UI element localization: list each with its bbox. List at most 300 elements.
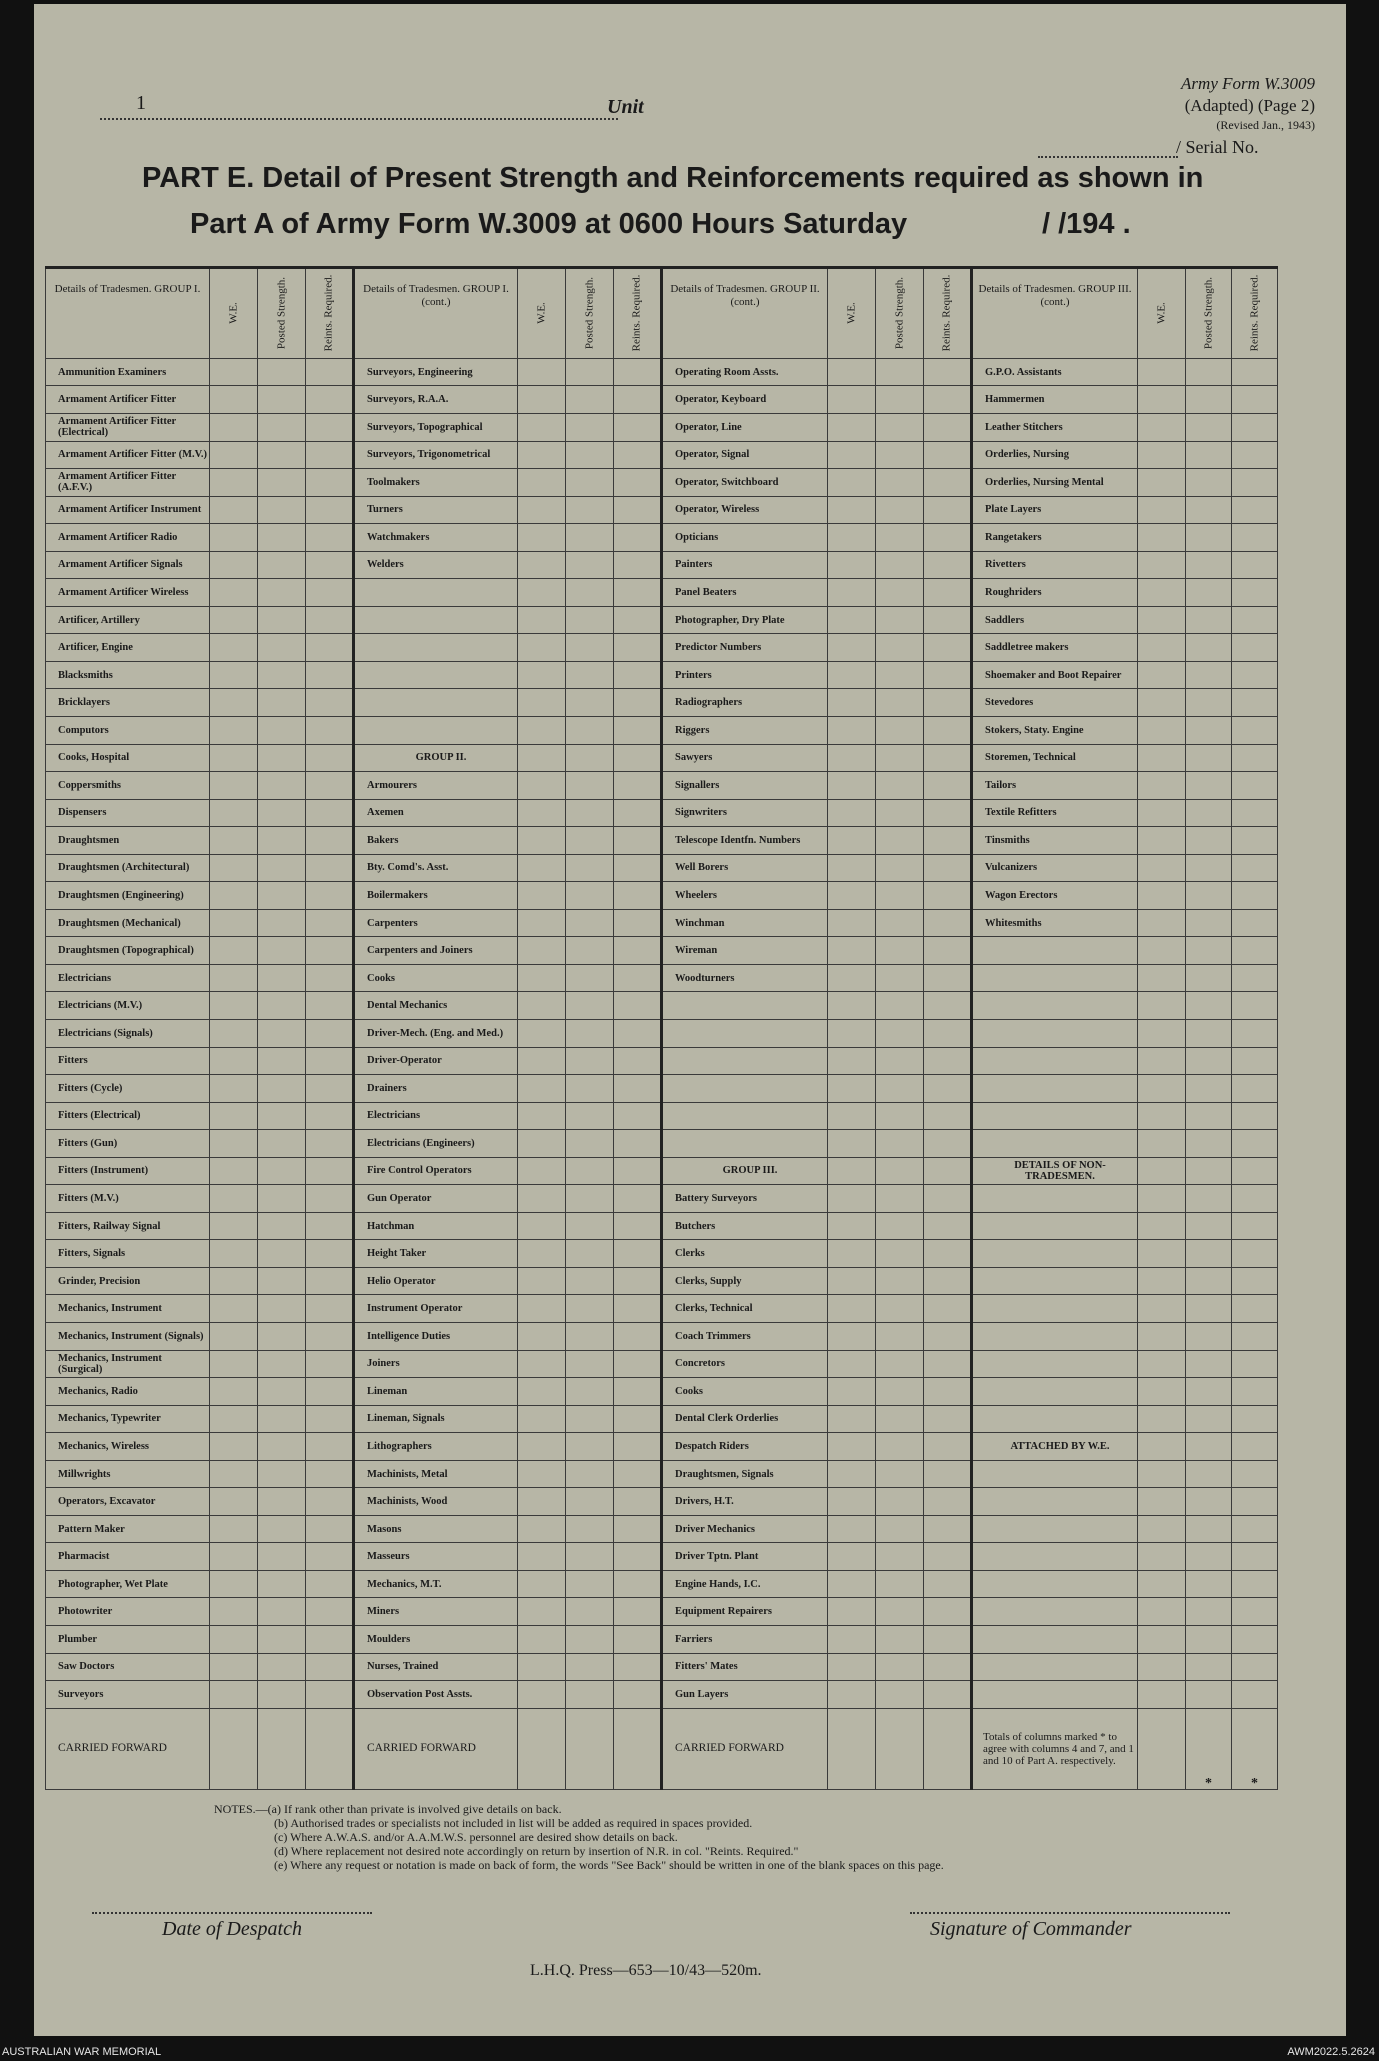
entry-cell[interactable] [924,772,972,800]
entry-cell[interactable] [1232,524,1278,552]
entry-cell[interactable] [566,606,614,634]
entry-cell[interactable] [306,909,354,937]
entry-cell[interactable] [1232,882,1278,910]
entry-cell[interactable] [614,1157,662,1185]
entry-cell[interactable] [828,1598,876,1626]
entry-cell[interactable] [1138,1653,1186,1681]
entry-cell[interactable] [1138,1295,1186,1323]
entry-cell[interactable] [614,1626,662,1654]
entry-cell[interactable] [1138,469,1186,497]
entry-cell[interactable] [258,827,306,855]
entry-cell[interactable] [518,634,566,662]
entry-cell[interactable] [258,992,306,1020]
entry-cell[interactable] [1138,1212,1186,1240]
entry-cell[interactable] [1186,689,1232,717]
entry-cell[interactable] [876,1570,924,1598]
entry-cell[interactable] [566,1240,614,1268]
entry-cell[interactable] [566,1295,614,1323]
entry-cell[interactable] [828,413,876,441]
entry-cell[interactable] [306,524,354,552]
entry-cell[interactable] [614,524,662,552]
entry-cell[interactable] [566,1570,614,1598]
entry-cell[interactable] [258,854,306,882]
entry-cell[interactable] [1232,744,1278,772]
entry-cell[interactable] [1232,358,1278,386]
entry-cell[interactable] [1186,1405,1232,1433]
entry-cell[interactable] [1232,1626,1278,1654]
entry-cell[interactable] [566,937,614,965]
entry-cell[interactable] [258,1102,306,1130]
entry-cell[interactable] [566,386,614,414]
entry-cell[interactable] [876,1185,924,1213]
entry-cell[interactable] [210,1708,258,1789]
entry-cell[interactable] [258,1047,306,1075]
entry-cell[interactable] [518,937,566,965]
entry-cell[interactable] [306,1075,354,1103]
entry-cell[interactable] [828,1323,876,1351]
entry-cell[interactable] [566,551,614,579]
entry-cell[interactable] [614,606,662,634]
entry-cell[interactable] [258,551,306,579]
entry-cell[interactable] [1186,1460,1232,1488]
entry-cell[interactable] [828,1653,876,1681]
entry-cell[interactable] [1186,909,1232,937]
entry-cell[interactable] [566,772,614,800]
entry-cell[interactable] [828,1405,876,1433]
entry-cell[interactable] [258,1267,306,1295]
entry-cell[interactable] [518,386,566,414]
entry-cell[interactable] [518,358,566,386]
entry-cell[interactable] [828,909,876,937]
entry-cell[interactable] [614,1212,662,1240]
entry-cell[interactable] [924,1543,972,1571]
entry-cell[interactable] [306,634,354,662]
entry-cell[interactable] [518,799,566,827]
entry-cell[interactable] [876,1212,924,1240]
entry-cell[interactable] [518,1350,566,1378]
entry-cell[interactable] [566,1543,614,1571]
entry-cell[interactable] [876,1019,924,1047]
entry-cell[interactable] [828,937,876,965]
entry-cell[interactable] [614,909,662,937]
entry-cell[interactable] [258,1240,306,1268]
entry-cell[interactable] [876,606,924,634]
entry-cell[interactable] [258,1130,306,1158]
entry-cell[interactable] [1138,1405,1186,1433]
entry-cell[interactable] [1138,716,1186,744]
entry-cell[interactable] [566,1681,614,1709]
entry-cell[interactable] [306,716,354,744]
entry-cell[interactable] [1186,1488,1232,1516]
entry-cell[interactable] [306,1102,354,1130]
entry-cell[interactable] [1138,1543,1186,1571]
entry-cell[interactable] [518,1185,566,1213]
entry-cell[interactable] [566,1019,614,1047]
entry-cell[interactable] [876,1047,924,1075]
entry-cell[interactable] [614,827,662,855]
entry-cell[interactable] [258,1157,306,1185]
entry-cell[interactable] [258,1378,306,1406]
entry-cell[interactable] [306,772,354,800]
entry-cell[interactable] [614,1019,662,1047]
entry-cell[interactable] [306,1515,354,1543]
entry-cell[interactable] [1232,1515,1278,1543]
entry-cell[interactable] [306,1543,354,1571]
entry-cell[interactable] [614,1047,662,1075]
entry-cell[interactable] [258,909,306,937]
entry-cell[interactable] [1232,661,1278,689]
entry-cell[interactable] [614,1653,662,1681]
entry-cell[interactable] [1138,1350,1186,1378]
entry-cell[interactable] [306,827,354,855]
entry-cell[interactable] [518,1378,566,1406]
entry-cell[interactable] [614,1681,662,1709]
entry-cell[interactable] [306,1681,354,1709]
entry-cell[interactable] [258,441,306,469]
entry-cell[interactable] [258,1570,306,1598]
entry-cell[interactable] [876,634,924,662]
entry-cell[interactable] [1186,1626,1232,1654]
entry-cell[interactable] [924,689,972,717]
entry-cell[interactable] [828,854,876,882]
entry-cell[interactable] [566,854,614,882]
entry-cell[interactable] [924,1488,972,1516]
entry-cell[interactable] [1138,441,1186,469]
entry-cell[interactable] [924,1323,972,1351]
entry-cell[interactable] [566,744,614,772]
entry-cell[interactable] [518,1212,566,1240]
entry-cell[interactable] [828,772,876,800]
entry-cell[interactable] [828,1708,876,1789]
entry-cell[interactable] [518,1708,566,1789]
entry-cell[interactable] [258,744,306,772]
entry-cell[interactable] [876,1102,924,1130]
entry-cell[interactable] [828,744,876,772]
entry-cell[interactable] [1186,1295,1232,1323]
entry-cell[interactable] [1186,1047,1232,1075]
entry-cell[interactable] [566,1323,614,1351]
entry-cell[interactable] [518,469,566,497]
entry-cell[interactable] [1138,1433,1186,1461]
entry-cell[interactable] [828,1240,876,1268]
entry-cell[interactable] [306,992,354,1020]
entry-cell[interactable] [210,606,258,634]
entry-cell[interactable] [518,1681,566,1709]
entry-cell[interactable] [518,579,566,607]
entry-cell[interactable] [1138,661,1186,689]
entry-cell[interactable] [258,1598,306,1626]
entry-cell[interactable] [1232,1267,1278,1295]
entry-cell[interactable] [1138,772,1186,800]
entry-cell[interactable] [210,909,258,937]
entry-cell[interactable] [210,1433,258,1461]
entry-cell[interactable] [258,1681,306,1709]
entry-cell[interactable] [828,358,876,386]
entry-cell[interactable] [1232,1570,1278,1598]
entry-cell[interactable] [1138,606,1186,634]
entry-cell[interactable] [1232,1653,1278,1681]
entry-cell[interactable] [924,1185,972,1213]
entry-cell[interactable] [518,964,566,992]
entry-cell[interactable] [1232,1405,1278,1433]
entry-cell[interactable] [566,1515,614,1543]
entry-cell[interactable] [566,1626,614,1654]
entry-cell[interactable] [210,1185,258,1213]
entry-cell[interactable] [614,1570,662,1598]
entry-cell[interactable] [924,1626,972,1654]
entry-cell[interactable] [924,1212,972,1240]
entry-cell[interactable] [924,1267,972,1295]
entry-cell[interactable] [614,413,662,441]
entry-cell[interactable] [306,1323,354,1351]
entry-cell[interactable] [876,992,924,1020]
entry-cell[interactable] [258,882,306,910]
entry-cell[interactable] [1138,1323,1186,1351]
entry-cell[interactable] [1186,524,1232,552]
entry-cell[interactable] [924,634,972,662]
entry-cell[interactable] [924,1405,972,1433]
entry-cell[interactable] [614,1240,662,1268]
entry-cell[interactable] [876,1157,924,1185]
entry-cell[interactable] [1232,772,1278,800]
entry-cell[interactable] [258,1212,306,1240]
entry-cell[interactable] [876,1515,924,1543]
entry-cell[interactable] [518,1047,566,1075]
entry-cell[interactable] [566,1598,614,1626]
entry-cell[interactable] [1186,1378,1232,1406]
entry-cell[interactable] [924,1681,972,1709]
entry-cell[interactable] [828,524,876,552]
entry-cell[interactable] [258,1708,306,1789]
entry-cell[interactable] [518,1488,566,1516]
entry-cell[interactable] [210,992,258,1020]
entry-cell[interactable] [614,1708,662,1789]
entry-cell[interactable] [306,386,354,414]
entry-cell[interactable] [1138,1460,1186,1488]
entry-cell[interactable] [566,1433,614,1461]
entry-cell[interactable] [518,1130,566,1158]
entry-cell[interactable] [518,1240,566,1268]
entry-cell[interactable] [1232,551,1278,579]
entry-cell[interactable] [566,1405,614,1433]
entry-cell[interactable] [614,469,662,497]
entry-cell[interactable] [1186,992,1232,1020]
entry-cell[interactable] [258,799,306,827]
entry-cell[interactable] [258,358,306,386]
entry-cell[interactable] [306,1157,354,1185]
entry-cell[interactable] [306,1019,354,1047]
entry-cell[interactable] [306,606,354,634]
entry-cell[interactable] [306,882,354,910]
entry-cell[interactable] [1138,1019,1186,1047]
entry-cell[interactable] [924,551,972,579]
entry-cell[interactable] [306,1185,354,1213]
entry-cell[interactable] [566,689,614,717]
entry-cell[interactable] [614,1075,662,1103]
entry-cell[interactable] [1232,1240,1278,1268]
entry-cell[interactable] [828,551,876,579]
entry-cell[interactable] [1186,606,1232,634]
entry-cell[interactable] [876,441,924,469]
entry-cell[interactable] [258,772,306,800]
entry-cell[interactable] [876,1626,924,1654]
entry-cell[interactable] [1232,1681,1278,1709]
entry-cell[interactable] [924,1130,972,1158]
entry-cell[interactable] [566,1378,614,1406]
entry-cell[interactable] [1232,386,1278,414]
entry-cell[interactable] [1186,1433,1232,1461]
entry-cell[interactable] [876,1350,924,1378]
entry-cell[interactable] [924,827,972,855]
entry-cell[interactable] [210,1653,258,1681]
entry-cell[interactable] [876,1433,924,1461]
entry-cell[interactable] [306,1212,354,1240]
entry-cell[interactable] [1186,441,1232,469]
entry-cell[interactable] [828,716,876,744]
entry-cell[interactable] [258,1543,306,1571]
entry-cell[interactable] [1138,634,1186,662]
entry-cell[interactable] [518,441,566,469]
entry-cell[interactable] [258,689,306,717]
entry-cell[interactable] [1232,964,1278,992]
entry-cell[interactable] [828,1212,876,1240]
entry-cell[interactable] [614,441,662,469]
entry-cell[interactable] [1232,854,1278,882]
entry-cell[interactable] [924,854,972,882]
entry-cell[interactable] [306,799,354,827]
entry-cell[interactable] [210,937,258,965]
entry-cell[interactable] [1232,634,1278,662]
entry-cell[interactable] [258,1295,306,1323]
entry-cell[interactable] [828,661,876,689]
entry-cell[interactable] [614,1295,662,1323]
entry-cell[interactable] [210,551,258,579]
entry-cell[interactable] [566,496,614,524]
entry-cell[interactable] [876,1378,924,1406]
entry-cell[interactable] [210,1515,258,1543]
entry-cell[interactable] [210,661,258,689]
entry-cell[interactable] [876,937,924,965]
entry-cell[interactable] [1232,689,1278,717]
entry-cell[interactable] [828,1515,876,1543]
entry-cell[interactable] [828,689,876,717]
entry-cell[interactable] [876,689,924,717]
entry-cell[interactable] [1186,772,1232,800]
entry-cell[interactable] [518,606,566,634]
entry-cell[interactable] [1186,1240,1232,1268]
entry-cell[interactable] [566,1047,614,1075]
entry-cell[interactable] [518,772,566,800]
entry-cell[interactable] [1232,606,1278,634]
entry-cell[interactable] [876,358,924,386]
entry-cell[interactable] [924,992,972,1020]
entry-cell[interactable] [518,827,566,855]
entry-cell[interactable] [1138,1488,1186,1516]
entry-cell[interactable] [828,1570,876,1598]
entry-cell[interactable] [1186,1598,1232,1626]
entry-cell[interactable] [614,1185,662,1213]
entry-cell[interactable] [258,524,306,552]
entry-cell[interactable] [258,1350,306,1378]
entry-cell[interactable] [210,1075,258,1103]
entry-cell[interactable] [876,469,924,497]
entry-cell[interactable] [210,1212,258,1240]
entry-cell[interactable] [1186,469,1232,497]
entry-cell[interactable] [614,1543,662,1571]
entry-cell[interactable] [1232,1598,1278,1626]
entry-cell[interactable] [924,882,972,910]
entry-cell[interactable] [614,1433,662,1461]
entry-cell[interactable] [518,744,566,772]
entry-cell[interactable] [210,1570,258,1598]
entry-cell[interactable] [876,1543,924,1571]
entry-cell[interactable] [1186,413,1232,441]
entry-cell[interactable] [306,937,354,965]
entry-cell[interactable] [566,1653,614,1681]
entry-cell[interactable] [924,1019,972,1047]
entry-cell[interactable] [828,1157,876,1185]
entry-cell[interactable] [876,386,924,414]
entry-cell[interactable] [828,827,876,855]
entry-cell[interactable] [614,1515,662,1543]
entry-cell[interactable] [924,1102,972,1130]
entry-cell[interactable] [306,1626,354,1654]
entry-cell[interactable] [306,1350,354,1378]
entry-cell[interactable] [210,1047,258,1075]
entry-cell[interactable] [924,1047,972,1075]
entry-cell[interactable] [1186,1267,1232,1295]
entry-cell[interactable] [828,1681,876,1709]
entry-cell[interactable] [566,964,614,992]
entry-cell[interactable] [210,1460,258,1488]
entry-cell[interactable] [1186,1130,1232,1158]
entry-cell[interactable] [518,524,566,552]
entry-cell[interactable] [518,1433,566,1461]
entry-cell[interactable] [828,1350,876,1378]
entry-cell[interactable] [924,1460,972,1488]
entry-cell[interactable] [1232,1102,1278,1130]
entry-cell[interactable] [828,606,876,634]
entry-cell[interactable] [828,1075,876,1103]
entry-cell[interactable] [306,1378,354,1406]
entry-cell[interactable] [876,496,924,524]
entry-cell[interactable] [1138,1681,1186,1709]
entry-cell[interactable] [614,358,662,386]
entry-cell[interactable] [306,1708,354,1789]
entry-cell[interactable] [1138,1130,1186,1158]
entry-cell[interactable] [306,441,354,469]
entry-cell[interactable] [1232,1047,1278,1075]
entry-cell[interactable] [210,1267,258,1295]
entry-cell[interactable] [210,1405,258,1433]
entry-cell[interactable] [518,1570,566,1598]
entry-cell[interactable] [518,909,566,937]
entry-cell[interactable] [258,606,306,634]
entry-cell[interactable] [306,413,354,441]
entry-cell[interactable] [828,469,876,497]
entry-cell[interactable] [828,1019,876,1047]
entry-cell[interactable] [518,1075,566,1103]
entry-cell[interactable] [828,386,876,414]
entry-cell[interactable] [518,1598,566,1626]
entry-cell[interactable] [924,1295,972,1323]
entry-cell[interactable] [924,1708,972,1789]
entry-cell[interactable] [518,413,566,441]
entry-cell[interactable] [876,1708,924,1789]
entry-cell[interactable] [924,964,972,992]
entry-cell[interactable] [566,882,614,910]
entry-cell[interactable] [924,524,972,552]
